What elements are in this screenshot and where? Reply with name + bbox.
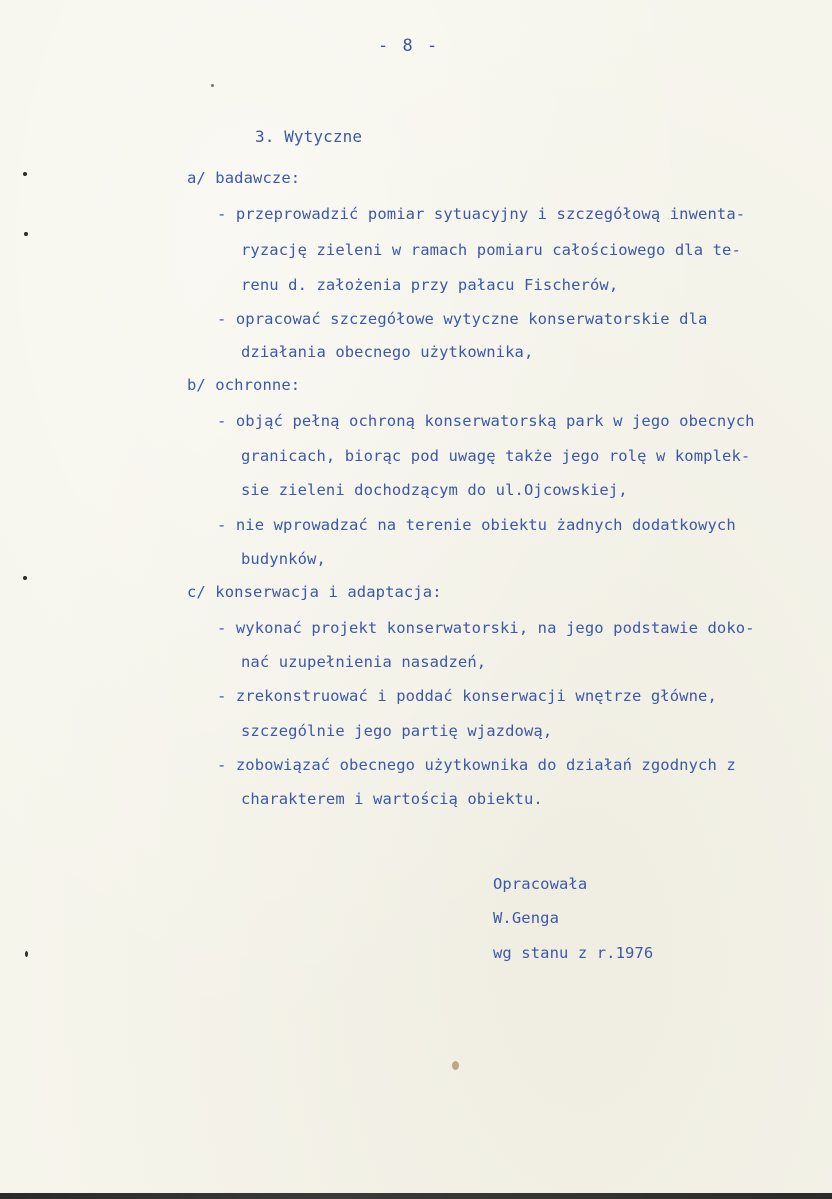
author-name: W.Genga (493, 909, 560, 927)
section-a-line: ryzację zieleni w ramach pomiaru całościowego dla te- (241, 241, 741, 259)
section-title: 3. Wytyczne (255, 127, 363, 146)
section-a-line: renu d. założenia przy pałacu Fischerów, (241, 276, 619, 294)
section-a-line: - opracować szczegółowe wytyczne konserwatorskie dla (217, 310, 708, 328)
smudge (452, 1061, 459, 1070)
section-a-line: - przeprowadzić pomiar sytuacyjny i szczegółową inwenta- (217, 205, 746, 223)
section-a-line: działania obecnego użytkownika, (241, 343, 534, 361)
section-a-heading: a/ badawcze: (187, 169, 301, 187)
section-c-heading: c/ konserwacja i adaptacja: (187, 583, 442, 601)
margin-dot (25, 951, 28, 957)
state-note: wg stanu z r.1976 (493, 944, 654, 962)
section-b-line: - nie wprowadzać na terenie obiektu żadnych dodatkowych (217, 516, 736, 534)
section-c-line: - wykonać projekt konserwatorski, na jego podstawie doko- (217, 619, 755, 637)
page-number: - 8 - (378, 36, 440, 56)
section-c-line: - zobowiązać obecnego użytkownika do działań zgodnych z (217, 756, 736, 774)
section-c-line: - zrekonstruować i poddać konserwacji wnętrze główne, (217, 687, 717, 705)
prepared-by-label: Opracowała (493, 875, 588, 893)
section-b-line: budynków, (241, 550, 326, 568)
section-c-line: nać uzupełnienia nasadzeń, (241, 653, 487, 671)
section-b-heading: b/ ochronne: (187, 376, 301, 394)
margin-dot (24, 232, 28, 236)
margin-dot (23, 576, 27, 580)
section-c-line: charakterem i wartością obiektu. (241, 790, 543, 808)
margin-dot (23, 172, 27, 176)
section-b-line: - objąć pełną ochroną konserwatorską park w jego obecnych (217, 412, 755, 430)
section-b-line: granicach, biorąc pod uwagę także jego rolę w komplek- (241, 447, 751, 465)
scan-edge (0, 1193, 832, 1199)
speck (211, 84, 214, 87)
section-c-line: szczególnie jego partię wjazdową, (241, 722, 553, 740)
section-b-line: sie zieleni dochodzącym do ul.Ojcowskiej, (241, 481, 628, 499)
